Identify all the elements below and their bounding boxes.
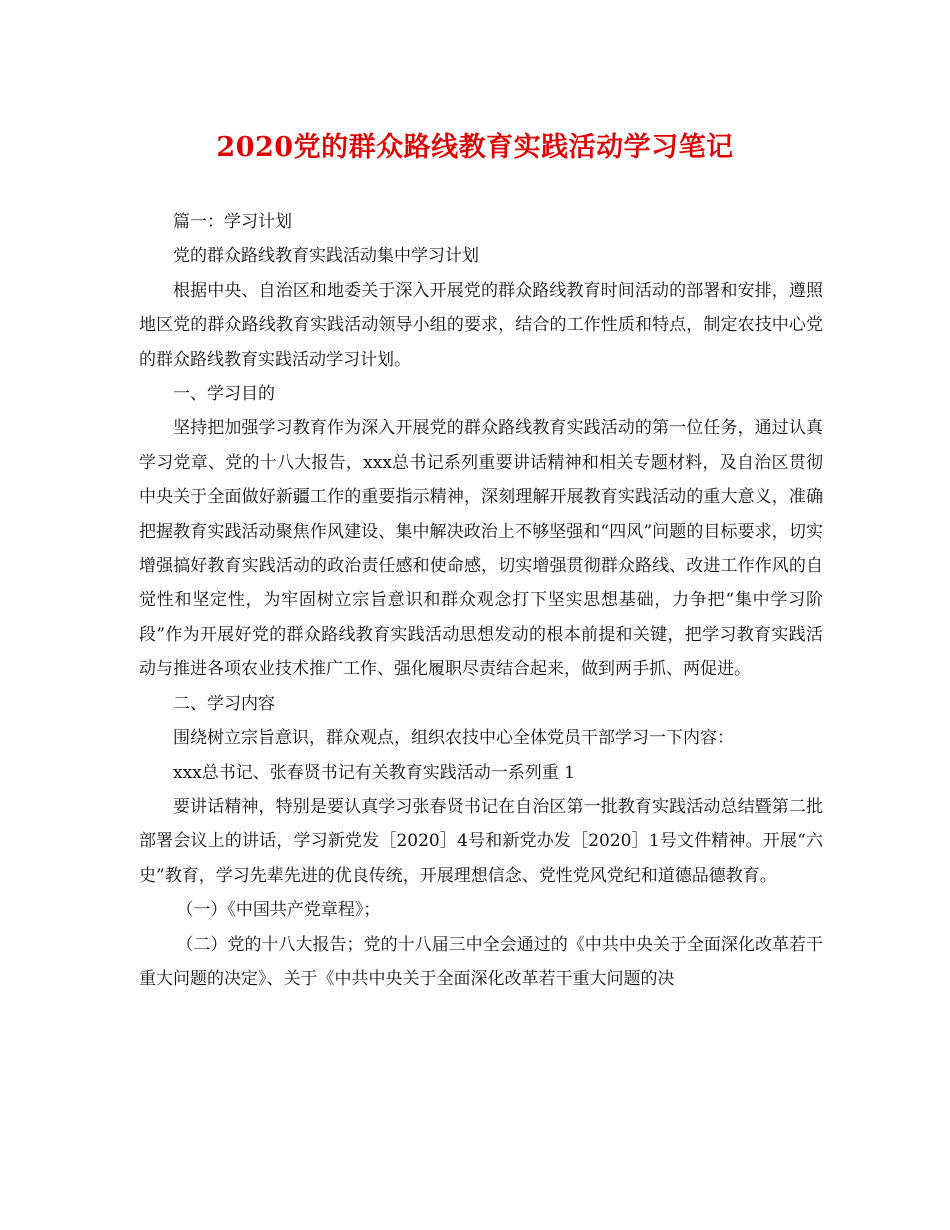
paragraph-content-line: xxx总书记、张春贤书记有关教育实践活动一系列重 1 [173,762,575,783]
paragraph-content-detail: 要讲话精神，特别是要认真学习张春贤书记在自治区第一批教育实践活动总结暨第二批部署会议上的讲话，学习新党发［2020］4号和新党办发［2020］1号文件精神。开展“六史”教育，学习先辈先进的优良传统，开展理想信念、党性党风党纪和道德品德教育。 [139,796,823,886]
document-body [139,205,823,996]
plan-subtitle: 党的群众路线教育实践活动集中学习计划 [173,246,479,267]
list-item-18th-report: （二）党的十八大报告；党的十八届三中全会通过的《中共中央关于全面深化改革若干重大问题的决定》、关于《中共中央关于全面深化改革若干重大问题的决 [139,934,823,989]
section-heading-content: 二、学习内容 [173,693,275,714]
document-title: 2020党的群众路线教育实践活动学习笔记 [216,132,734,163]
list-item-party-constitution: （一）《中国共产党章程》； [176,900,381,921]
paragraph-intro: 根据中央、自治区和地委关于深入开展党的群众路线教育时间活动的部署和安排，遵照地区党的群众路线教育实践活动领导小组的要求，结合的工作性质和特点，制定农技中心党的群众路线教育实践活动学习计划。 [139,280,823,370]
section-heading-study-plan: 篇一：学习计划 [173,212,292,232]
section-heading-purpose: 一、学习目的 [173,384,275,405]
paragraph-purpose: 坚持把加强学习教育作为深入开展党的群众路线教育实践活动的第一位任务，通过认真学习党章、党的十八大报告，xxx总书记系列重要讲话精神和相关专题材料，及自治区贯彻中央关于全面做好新疆工作的重要指示精神，深刻理解开展教育实践活动的重大意义，准确把握教育实践活动聚焦作风建设、集中解决政治上不够坚强和“四风”问题的目标要求，切实增强搞好教育实践活动的政治责任感和使命感，切实增强贯彻群众路线、改进工作作风的自觉性和坚定性，为牢固树立宗旨意识和群众观念打下坚实思想基础，力争把“集中学习阶段”作为开展好党的群众路线教育实践活动思想发动的根本前提和关键，把学习教育实践活动与推进各项农业技术推广工作、强化履职尽责结合起来，做到两手抓、两促进。 [139,418,823,680]
paragraph-content-intro: 围绕树立宗旨意识，群众观点，组织农技中心全体党员干部学习一下内容： [173,728,734,749]
